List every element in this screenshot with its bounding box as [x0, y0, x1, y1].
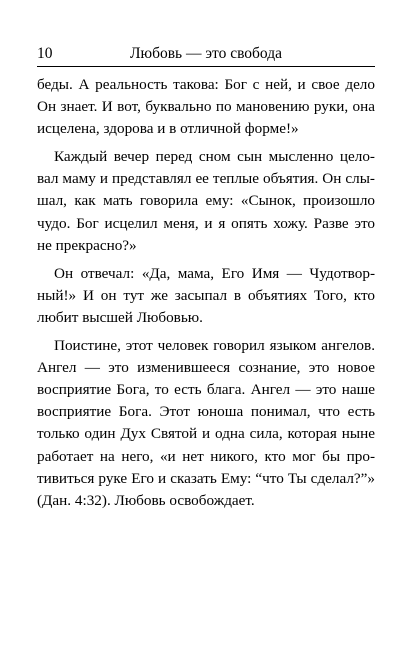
text-line: восприятие Бога. Этот юноша понимал, что есть [37, 403, 375, 421]
text-line: исцелена, здорова и в отличной форме!» [37, 120, 299, 138]
text-line: беды. А реальность такова: Бог с ней, и свое дело [37, 76, 375, 93]
text-line: Ангел — это изменившееся сознание, это новое [37, 359, 375, 377]
text-line: шал, как мать говорила ему: «Сынок, произошло [37, 192, 375, 210]
page-number: 10 [37, 45, 53, 62]
text-line: Он отвечал: «Да, мама, Его Имя — Чудотвор- [54, 264, 375, 282]
book-page [37, 44, 375, 512]
paragraph [37, 74, 375, 140]
text-line: не прекрасно?» [37, 236, 137, 254]
paragraph [37, 146, 375, 256]
text-line: Поистине, этот человек говорил языком ангелов. [54, 337, 375, 355]
text-line: восприятие Бога, то есть блага. Ангел — это наше [37, 381, 375, 399]
text-line: вал маму и представлял ее теплые объятия. Он слы- [37, 170, 375, 188]
text-line: только один Дух Святой и одна сила, которая ныне [37, 425, 375, 443]
text-line: работает на него, «и нет никого, кто мог бы про- [37, 447, 375, 465]
paragraph [37, 335, 375, 512]
text-line: тивиться руке Его и сказать Ему: “что Ты сделал?”» [37, 469, 375, 487]
text-line: чудо. Бог исцелил меня, и я опять хожу. Разве это [37, 214, 375, 232]
running-title: Любовь — это свобода [129, 45, 282, 62]
running-head [37, 44, 375, 67]
body-text [37, 74, 375, 512]
text-line: (Дан. 4:32). Любовь освобождает. [37, 491, 255, 509]
text-line: Он знает. И вот, буквально по мановению руки, она [37, 98, 375, 116]
text-line: Каждый вечер перед сном сын мысленно цело- [54, 148, 375, 166]
text-line: любит высшей Любовью. [37, 308, 203, 326]
text-line: ный!» И он тут же засыпал в объятиях Того, кто [37, 286, 375, 304]
paragraph [37, 263, 375, 329]
